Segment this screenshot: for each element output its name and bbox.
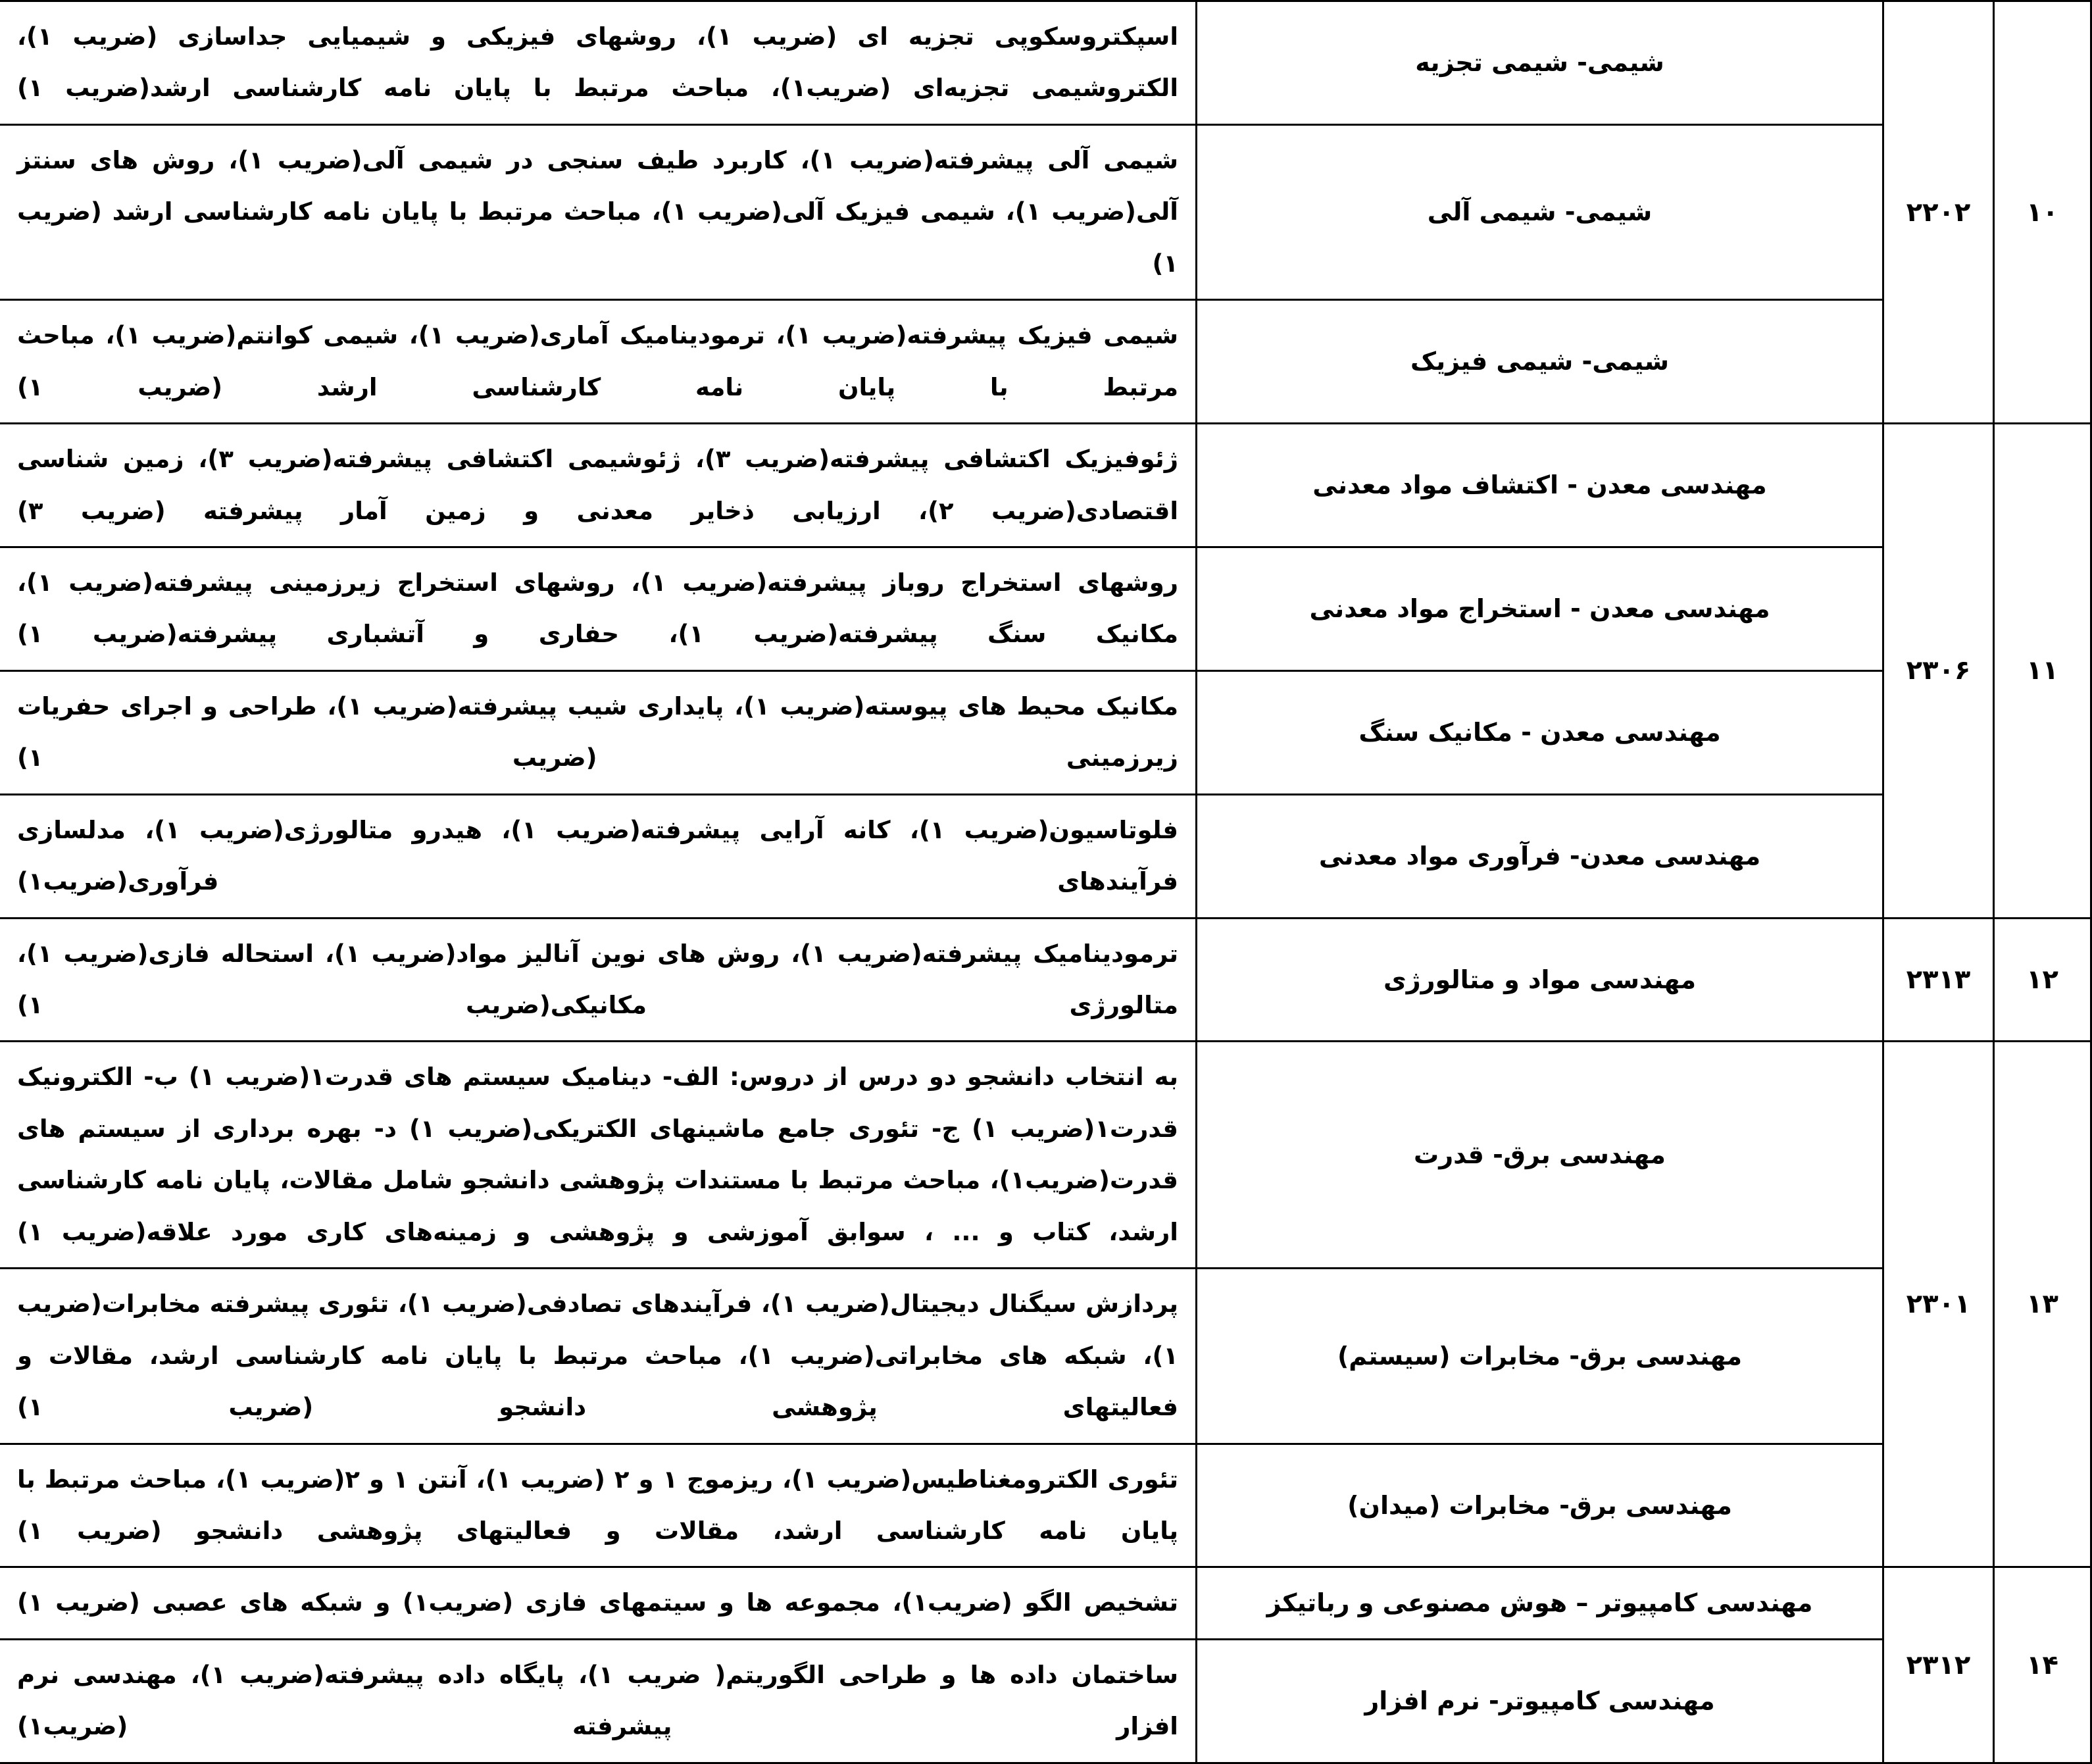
field-name-cell: مهندسی معدن - مکانیک سنگ [1197,670,1883,794]
table-row [0,1444,2091,1567]
courses-cell: به انتخاب دانشجو دو درس از دروس: الف- دینامیک سیستم های قدرت۱(ضریب ۱) ب- الکترونیک قدرت۱(ضریب ۱) ج- تئوری جامع ماشینهای الکتریکی(ضریب ۱) د- بهره برداری از سیستم های قدرت(ضریب۱)، مباحث مرتبط با مستندات پژوهشی دانشجو شامل مقالات، پایان نامه کارشناسی ارشد، کتاب و ... ، سوابق آموزشی و پژوهشی و زمینه‌های کاری مورد علاقه(ضریب ۱) [0,1042,1197,1269]
table-row [0,424,2091,547]
courses-cell: فلوتاسیون(ضریب ۱)، کانه آرایی پیشرفته(ضریب ۱)، هیدرو متالورژی(ضریب ۱)، مدلسازی فرآیندهای فرآوری(ضریب۱) [0,794,1197,918]
field-code-cell: ۲۳۱۳ [1883,918,1994,1042]
courses-cell: ژئوفیزیک اکتشافی پیشرفته(ضریب ۳)، ژئوشیمی اکتشافی پیشرفته(ضریب ۳)، زمین شناسی اقتصادی(ضریب ۲)، ارزیابی ذخایر معدنی و زمین آمار پیشرفته (ضریب ۳) [0,424,1197,547]
field-name-cell: مهندسی معدن- فرآوری مواد معدنی [1197,794,1883,918]
row-index-cell: ۱۱ [1994,424,2091,919]
row-index-cell: ۱۰ [1994,1,2091,424]
field-name-cell: مهندسی کامپیوتر- نرم افزار [1197,1639,1883,1763]
courses-cell: شیمی آلی پیشرفته(ضریب ۱)، کاربرد طیف سنجی در شیمی آلی(ضریب ۱)، روش های سنتز آلی(ضریب ۱)، شیمی فیزیک آلی(ضریب ۱)، مباحث مرتبط با پایان نامه کارشناسی ارشد (ضریب ۱) [0,124,1197,299]
courses-cell: تشخیص الگو (ضریب۱)، مجموعه ها و سیتمهای فازی (ضریب۱) و شبکه های عصبی (ضریب ۱) [0,1567,1197,1639]
field-name-cell: شیمی- شیمی تجزیه [1197,1,1883,125]
field-code-cell: ۲۲۰۲ [1883,1,1994,424]
field-code-cell: ۲۳۱۲ [1883,1567,1994,1763]
table-row [0,670,2091,794]
field-name-cell: مهندسی مواد و متالورژی [1197,918,1883,1042]
field-name-cell: مهندسی برق- مخابرات (سیستم) [1197,1269,1883,1444]
table-row [0,1639,2091,1763]
field-name-cell: مهندسی کامپیوتر – هوش مصنوعی و رباتیکز [1197,1567,1883,1639]
table-row [0,918,2091,1042]
field-code-cell: ۲۳۰۶ [1883,424,1994,919]
courses-cell: ساختمان داده ها و طراحی الگوریتم( ضریب ۱)، پایگاه داده پیشرفته(ضریب ۱)، مهندسی نرم افزار پیشرفته (ضریب۱) [0,1639,1197,1763]
field-name-cell: مهندسی برق- مخابرات (میدان) [1197,1444,1883,1567]
courses-cell: شیمی فیزیک پیشرفته(ضریب ۱)، ترمودینامیک آماری(ضریب ۱)، شیمی کوانتم(ضریب ۱)، مباحث مرتبط با پایان نامه کارشناسی ارشد (ضریب ۱) [0,300,1197,424]
courses-cell: اسپکتروسکوپی تجزیه ای (ضریب ۱)، روشهای فیزیکی و شیمیایی جداسازی (ضریب ۱)، الکتروشیمی تجزیه‌ای (ضریب۱)، مباحث مرتبط با پایان نامه کارشناسی ارشد(ضریب ۱) [0,1,1197,125]
courses-cell: مکانیک محیط های پیوسته(ضریب ۱)، پایداری شیب پیشرفته(ضریب ۱)، طراحی و اجرای حفریات زیرزمینی (ضریب ۱) [0,670,1197,794]
row-index-cell: ۱۲ [1994,918,2091,1042]
field-code-cell: ۲۳۰۱ [1883,1042,1994,1567]
field-name-cell: شیمی- شیمی فیزیک [1197,300,1883,424]
table-row [0,547,2091,670]
field-name-cell: شیمی- شیمی آلی [1197,124,1883,299]
courses-cell: تئوری الکترومغناطیس(ضریب ۱)، ریزموج ۱ و ۲ (ضریب ۱)، آنتن ۱ و ۲(ضریب ۱)، مباحث مرتبط با پایان نامه کارشناسی ارشد، مقالات و فعالیتهای پژوهشی دانشجو (ضریب ۱) [0,1444,1197,1567]
table-row [0,1042,2091,1269]
table-row [0,1269,2091,1444]
table-row [0,794,2091,918]
field-name-cell: مهندسی معدن - اکتشاف مواد معدنی [1197,424,1883,547]
courses-cell: ترمودینامیک پیشرفته(ضریب ۱)، روش های نوین آنالیز مواد(ضریب ۱)، استحاله فازی(ضریب ۱)، متالورژی مکانیکی(ضریب ۱) [0,918,1197,1042]
row-index-cell: ۱۳ [1994,1042,2091,1567]
table-row [0,300,2091,424]
field-name-cell: مهندسی معدن - استخراج مواد معدنی [1197,547,1883,670]
table-row [0,1,2091,125]
table-row [0,124,2091,299]
courses-cell: روشهای استخراج روباز پیشرفته(ضریب ۱)، روشهای استخراج زیرزمینی پیشرفته(ضریب ۱)، مکانیک سنگ پیشرفته(ضریب ۱)، حفاری و آتشباری پیشرفته(ضریب ۱) [0,547,1197,670]
row-index-cell: ۱۴ [1994,1567,2091,1763]
field-name-cell: مهندسی برق- قدرت [1197,1042,1883,1269]
courses-cell: پردازش سیگنال دیجیتال(ضریب ۱)، فرآیندهای تصادفی(ضریب ۱)، تئوری پیشرفته مخابرات(ضریب ۱)، شبکه های مخابراتی(ضریب ۱)، مباحث مرتبط با پایان نامه کارشناسی ارشد، مقالات و فعالیتهای پژوهشی دانشجو (ضریب ۱) [0,1269,1197,1444]
table-row [0,1567,2091,1639]
